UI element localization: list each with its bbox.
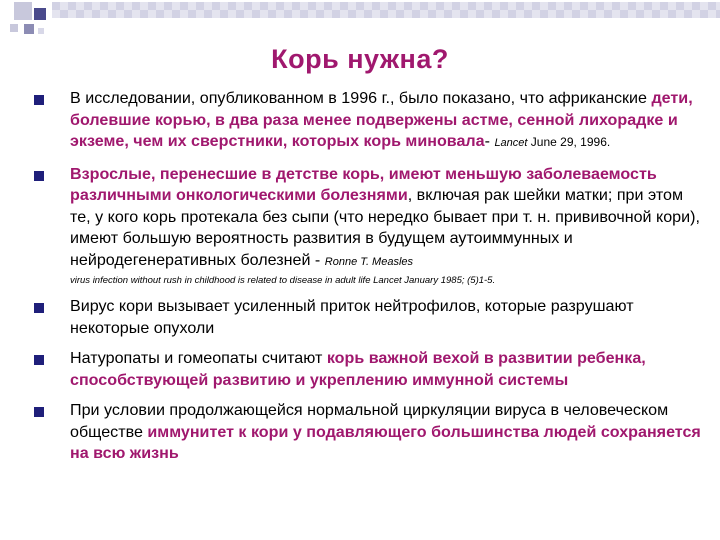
citation-date: June 29, 1996. [527, 135, 611, 149]
decorative-squares-pattern [0, 0, 720, 48]
square-bullet-icon [34, 95, 44, 105]
square-bullet-icon [34, 303, 44, 313]
list-item: В исследовании, опубликованном в 1996 г., было показано, что африканские дети, болевшие корью, в два раза менее подвержены астме, сенной лихорадке и экземе, чем их сверстники, которых корь миновала- Lancet June 29, 1996. [32, 88, 704, 155]
slide-title: Корь нужна? [271, 44, 449, 74]
bullet-list [32, 88, 704, 474]
list-item: Натуропаты и гомеопаты считают корь важной вехой в развитии ребенка, способствующей развитию и укреплению иммунной системы [32, 348, 704, 391]
list-item: При условии продолжающейся нормальной циркуляции вируса в человеческом обществе иммунитет к кори у подавляющего большинства людей сохраняется на всю жизнь [32, 400, 704, 465]
square-bullet-icon [34, 355, 44, 365]
citation: Lancet [494, 137, 528, 149]
square-bullet-icon [34, 407, 44, 417]
list-item: Взрослые, перенесшие в детстве корь, имеют меньшую заболеваемость различными онкологическими болезнями, включая рак шейки матки; при этом те, у кого корь протекала без сыпи (что нередко бывает при т. н. прививочной кори), имеют большую вероятность развития в будущем аутоиммунных и нейродегенеративных болезней - Ronne T. Measles virus infection without rush in childhood is related to disease in adult life Lancet January 1985; (5)1-5. [32, 164, 704, 288]
citation-continued: virus infection without rush in childhood is related to disease in adult life Lancet January 1985; (5)1-5. [70, 275, 496, 286]
list-item: Вирус кори вызывает усиленный приток нейтрофилов, которые разрушают некоторые опухоли [32, 296, 704, 339]
header-decoration [0, 0, 720, 48]
square-bullet-icon [34, 171, 44, 181]
citation: Ronne T. Measles [324, 255, 414, 268]
